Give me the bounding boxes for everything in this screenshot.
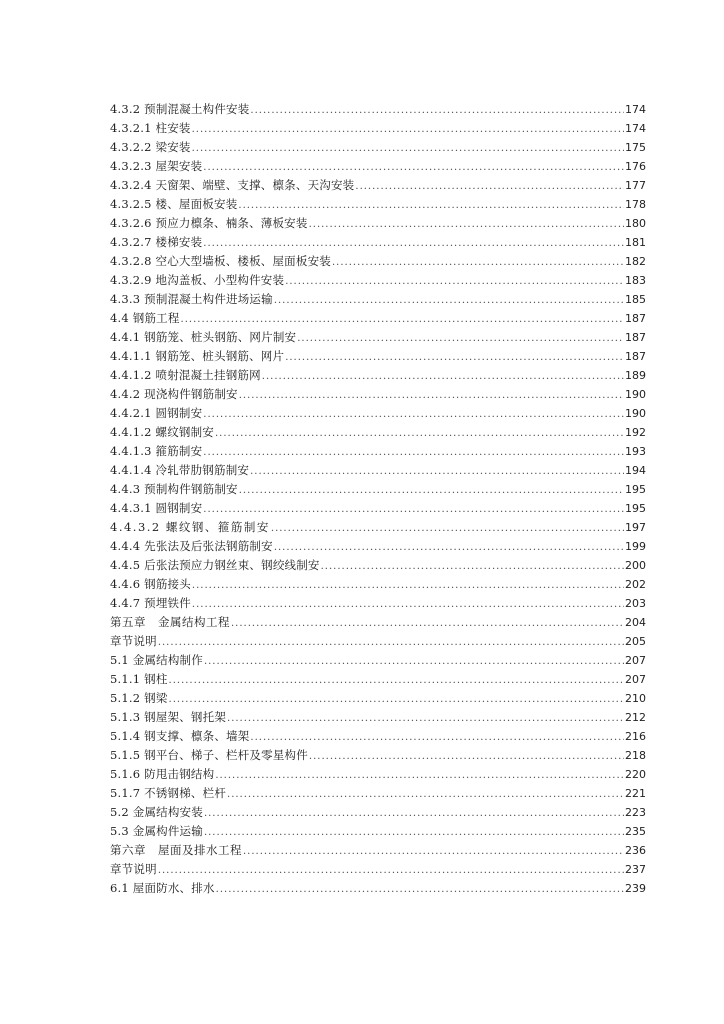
toc-entry-page-number: 237: [625, 863, 646, 876]
toc-entry: [110, 119, 646, 138]
dot-leader: [262, 367, 624, 386]
toc-entry-title: 4.3.2.3 屋架安装: [110, 159, 203, 173]
toc-entry: [110, 366, 646, 385]
toc-entry-title: 4.3.2.5 楼、屋面板安装: [110, 197, 238, 211]
toc-entry-title: 4.4.2.1 圆钢制安: [110, 406, 203, 420]
toc-entry: [110, 670, 646, 689]
dot-leader: [192, 576, 624, 595]
toc-entry: [110, 309, 646, 328]
dot-leader: [239, 386, 624, 405]
toc-entry-page-number: 218: [625, 749, 646, 762]
toc-entry-title: 4.4.1.2 喷射混凝土挂钢筋网: [110, 368, 261, 382]
toc-entry: [110, 575, 646, 594]
toc-entry: [110, 347, 646, 366]
toc-entry: [110, 480, 646, 499]
dot-leader: [309, 215, 624, 234]
toc-entry: [110, 879, 646, 898]
toc-entry: [110, 157, 646, 176]
toc-entry: [110, 860, 646, 879]
toc-entry-page-number: 187: [625, 312, 646, 325]
toc-entry-page-number: 207: [625, 654, 646, 667]
dot-leader: [243, 842, 624, 861]
dot-leader: [227, 709, 624, 728]
toc-entry-title: 5.1.2 钢梁: [110, 691, 168, 705]
toc-entry-title: 4.3.2.1 柱安装: [110, 121, 191, 135]
toc-entry-page-number: 193: [625, 445, 646, 458]
toc-entry: [110, 613, 646, 632]
toc-entry: [110, 404, 646, 423]
toc-entry-title: 5.1.6 防甩击钢结构: [110, 767, 215, 781]
toc-entry-title: 4.4.5 后张法预应力钢丝束、钢绞线制安: [110, 558, 320, 572]
toc-entry: [110, 651, 646, 670]
toc-entry-page-number: 212: [625, 711, 646, 724]
toc-entry-title: 4.3.2.2 梁安装: [110, 140, 191, 154]
toc-entry-page-number: 205: [625, 635, 646, 648]
dot-leader: [181, 310, 624, 329]
toc-entry-title: 4.3.2.6 预应力檩条、楠条、薄板安装: [110, 216, 308, 230]
toc-entry-page-number: 187: [625, 331, 646, 344]
toc-entry-page-number: 194: [625, 464, 646, 477]
toc-entry-title: 4.3.2 预制混凝土构件安装: [110, 102, 250, 116]
toc-entry-page-number: 210: [625, 692, 646, 705]
toc-entry: [110, 689, 646, 708]
toc-entry: [110, 784, 646, 803]
dot-leader: [285, 348, 624, 367]
dot-leader: [250, 101, 624, 120]
toc-entry-page-number: 203: [625, 597, 646, 610]
dot-leader: [204, 652, 624, 671]
dot-leader: [204, 823, 624, 842]
toc-entry-title: 4.4.3 预制构件钢筋制安: [110, 482, 238, 496]
toc-entry-title: 4.4.4 先张法及后张法钢筋制安: [110, 539, 273, 553]
toc-entry: [110, 518, 646, 537]
dot-leader: [271, 519, 624, 538]
dot-leader: [203, 405, 624, 424]
toc-entry: [110, 841, 646, 860]
toc-entry-page-number: 176: [625, 160, 646, 173]
dot-leader: [250, 728, 624, 747]
toc-entry: [110, 233, 646, 252]
toc-entry-page-number: 190: [625, 407, 646, 420]
dot-leader: [274, 291, 624, 310]
toc-entry-title: 4.4.1.1 钢筋笼、桩头钢筋、网片: [110, 349, 285, 363]
toc-entry: [110, 765, 646, 784]
table-of-contents: [110, 100, 646, 898]
toc-entry: [110, 461, 646, 480]
toc-entry-title: 4.3.2.9 地沟盖板、小型构件安装: [110, 273, 285, 287]
toc-entry-page-number: 236: [625, 844, 646, 857]
dot-leader: [231, 614, 624, 633]
dot-leader: [355, 177, 624, 196]
dot-leader: [169, 690, 624, 709]
dot-leader: [332, 253, 624, 272]
toc-entry-page-number: 220: [625, 768, 646, 781]
toc-entry-page-number: 189: [625, 369, 646, 382]
toc-entry: [110, 138, 646, 157]
toc-entry-page-number: 197: [625, 521, 646, 534]
dot-leader: [285, 272, 624, 291]
toc-entry-title: 4.4 钢筋工程: [110, 311, 180, 325]
dot-leader: [203, 158, 624, 177]
dot-leader: [158, 861, 624, 880]
toc-entry-page-number: 180: [625, 217, 646, 230]
toc-entry: [110, 290, 646, 309]
toc-entry: [110, 423, 646, 442]
toc-entry-title: 章节说明: [110, 862, 157, 876]
toc-entry: [110, 442, 646, 461]
toc-entry-page-number: 181: [625, 236, 646, 249]
toc-entry-title: 4.4.6 钢筋接头: [110, 577, 191, 591]
toc-entry: [110, 271, 646, 290]
toc-entry-title: 5.1.7 不锈钢梯、栏杆: [110, 786, 227, 800]
toc-entry: [110, 499, 646, 518]
toc-entry-title: 5.2 金属结构安装: [110, 805, 203, 819]
toc-entry: [110, 252, 646, 271]
dot-leader: [215, 424, 624, 443]
toc-entry-page-number: 182: [625, 255, 646, 268]
dot-leader: [238, 196, 624, 215]
toc-entry-title: 4.4.1.2 螺纹钢制安: [110, 425, 214, 439]
toc-entry-page-number: 177: [625, 179, 646, 192]
toc-entry-page-number: 202: [625, 578, 646, 591]
toc-entry-page-number: 195: [625, 502, 646, 515]
toc-entry: [110, 746, 646, 765]
toc-entry-page-number: 174: [625, 103, 646, 116]
toc-entry-page-number: 185: [625, 293, 646, 306]
toc-entry-title: 4.3.2.4 天窗架、端壁、支撑、檩条、天沟安装: [110, 178, 355, 192]
toc-entry: [110, 708, 646, 727]
toc-entry-title: 5.1.4 钢支撑、檩条、墙架: [110, 729, 250, 743]
dot-leader: [297, 329, 624, 348]
dot-leader: [203, 234, 624, 253]
toc-entry-page-number: 216: [625, 730, 646, 743]
toc-entry: [110, 556, 646, 575]
toc-entry-page-number: 223: [625, 806, 646, 819]
toc-entry: [110, 328, 646, 347]
toc-entry-title: 4.4.1 钢筋笼、桩头钢筋、网片制安: [110, 330, 297, 344]
toc-entry-title: 5.1.1 钢柱: [110, 672, 168, 686]
toc-entry-title: 4.4.7 预埋铁件: [110, 596, 191, 610]
toc-entry-title: 4.3.2.7 楼梯安装: [110, 235, 203, 249]
dot-leader: [250, 462, 624, 481]
toc-entry-title: 章节说明: [110, 634, 157, 648]
toc-entry-title: 5.1.5 钢平台、梯子、栏杆及零星构件: [110, 748, 308, 762]
dot-leader: [169, 671, 624, 690]
toc-entry-page-number: 235: [625, 825, 646, 838]
dot-leader: [321, 557, 624, 576]
toc-entry-title: 4.4.1.4 冷轧带肋钢筋制安: [110, 463, 250, 477]
toc-entry-page-number: 190: [625, 388, 646, 401]
toc-entry: [110, 195, 646, 214]
toc-entry-page-number: 200: [625, 559, 646, 572]
dot-leader: [192, 595, 624, 614]
toc-entry-title: 4.3.3 预制混凝土构件进场运输: [110, 292, 273, 306]
toc-entry-title: 第五章 金属结构工程: [110, 615, 230, 629]
toc-entry-page-number: 195: [625, 483, 646, 496]
toc-entry-page-number: 239: [625, 882, 646, 895]
dot-leader: [274, 538, 624, 557]
dot-leader: [216, 880, 624, 899]
toc-entry-page-number: 187: [625, 350, 646, 363]
toc-entry-title: 第六章 屋面及排水工程: [110, 843, 242, 857]
toc-entry: [110, 822, 646, 841]
toc-entry-title: 6.1 屋面防水、排水: [110, 881, 215, 895]
toc-entry-title: 5.1.3 钢屋架、钢托架: [110, 710, 227, 724]
toc-entry-title: 5.3 金属构件运输: [110, 824, 203, 838]
dot-leader: [239, 481, 624, 500]
dot-leader: [227, 785, 624, 804]
toc-entry-title: 5.1 金属结构制作: [110, 653, 203, 667]
toc-entry: [110, 803, 646, 822]
toc-entry: [110, 214, 646, 233]
dot-leader: [309, 747, 624, 766]
dot-leader: [192, 139, 624, 158]
toc-entry-title: 4.4.3.1 圆钢制安: [110, 501, 203, 515]
toc-entry-page-number: 204: [625, 616, 646, 629]
toc-entry: [110, 385, 646, 404]
toc-entry: [110, 100, 646, 119]
dot-leader: [192, 120, 624, 139]
toc-entry: [110, 176, 646, 195]
toc-entry-page-number: 174: [625, 122, 646, 135]
toc-entry-page-number: 192: [625, 426, 646, 439]
toc-entry-page-number: 207: [625, 673, 646, 686]
toc-entry-page-number: 178: [625, 198, 646, 211]
dot-leader: [203, 500, 624, 519]
dot-leader: [158, 633, 624, 652]
toc-entry-title: 4.3.2.8 空心大型墙板、楼板、屋面板安装: [110, 254, 331, 268]
dot-leader: [204, 804, 624, 823]
toc-entry-page-number: 199: [625, 540, 646, 553]
toc-entry-title: 4.4.2 现浇构件钢筋制安: [110, 387, 238, 401]
toc-entry-title: 4.4.3.2 螺纹钢、箍筋制安: [110, 520, 270, 534]
toc-entry: [110, 727, 646, 746]
toc-entry: [110, 594, 646, 613]
toc-entry-page-number: 183: [625, 274, 646, 287]
toc-entry-title: 4.4.1.3 箍筋制安: [110, 444, 203, 458]
toc-entry-page-number: 175: [625, 141, 646, 154]
toc-entry: [110, 537, 646, 556]
dot-leader: [203, 443, 624, 462]
dot-leader: [215, 766, 624, 785]
toc-entry-page-number: 221: [625, 787, 646, 800]
toc-entry: [110, 632, 646, 651]
